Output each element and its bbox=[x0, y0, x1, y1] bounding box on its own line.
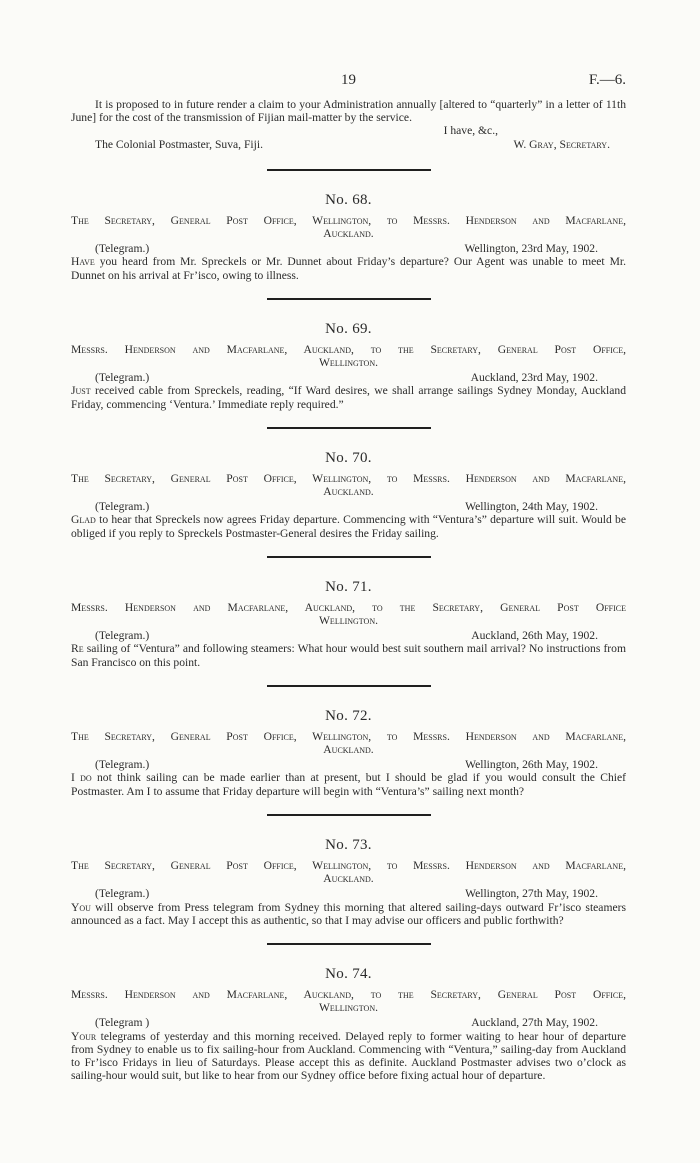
section-rule bbox=[267, 169, 431, 171]
entry-type: (Telegram.) bbox=[95, 758, 150, 772]
entry-dateline bbox=[71, 758, 626, 771]
entry-number: No. 71. bbox=[325, 578, 372, 595]
entry-place-date: Wellington, 24th May, 1902. bbox=[465, 500, 598, 514]
entry-number: No. 70. bbox=[325, 449, 372, 466]
entry-body bbox=[71, 901, 626, 927]
entry-body-text: not think sailing can be made earlier than at present, but I should be glad if you would consult the Chief Postmaster. Am I to assume that Friday departure will begin with “Ventura’s” sailing next month? bbox=[71, 771, 626, 798]
entry-body bbox=[71, 771, 626, 797]
entry-address-place: Wellington. bbox=[318, 356, 379, 370]
entry-place-date: Wellington, 26th May, 1902. bbox=[465, 758, 598, 772]
section-rule bbox=[267, 943, 431, 945]
section-rule bbox=[267, 427, 431, 429]
intro-section bbox=[71, 98, 626, 151]
entry-body-text: received cable from Spreckels, reading, “If Ward desires, we shall arrange sailings Sydney Monday, Auckland Friday, commencing ‘Ventura.’ Immediate reply required.” bbox=[71, 384, 626, 411]
entry-dateline bbox=[71, 1016, 626, 1029]
entry-body-text: sailing of “Ventura” and following steamers: What hour would best suit southern mail arrival? No instructions from San Francisco on this point. bbox=[71, 642, 626, 669]
section-rule bbox=[267, 298, 431, 300]
entry bbox=[71, 814, 626, 927]
entry-type: (Telegram ) bbox=[95, 1016, 150, 1030]
entry-type: (Telegram.) bbox=[95, 887, 150, 901]
entry-dateline bbox=[71, 242, 626, 255]
entry-type: (Telegram.) bbox=[95, 371, 150, 385]
entry-body bbox=[71, 1030, 626, 1083]
addressee: The Colonial Postmaster, Suva, Fiji. bbox=[95, 137, 263, 151]
entry-address: The Secretary, General Post Office, Wellington, to Messrs. Henderson and Macfarlane, bbox=[71, 471, 626, 485]
entries-list bbox=[71, 169, 626, 1083]
intro-paragraph: It is proposed to in future render a claim to your Administration annually [altered to “quarterly” in a letter of 11th June] for the cost of the transmission of Fijian mail-matter by the service. bbox=[71, 98, 626, 125]
entry-address: Messrs. Henderson and Macfarlane, Auckland, to the Secretary, General Post Office bbox=[71, 600, 626, 614]
entry-place-date: Wellington, 27th May, 1902. bbox=[465, 887, 598, 901]
entry-first-word: Just bbox=[71, 384, 91, 398]
entry-first-word: Re bbox=[71, 642, 84, 656]
entry-body-text: will observe from Press telegram from Sydney this morning that altered sailing-days outward Fr’isco steamers announced as a fact. May I accept this as authentic, so that I may advise our officers and public forthwith? bbox=[71, 900, 626, 927]
section-rule bbox=[267, 814, 431, 816]
entry bbox=[71, 943, 626, 1082]
closing-row bbox=[71, 124, 626, 137]
entry-dateline bbox=[71, 629, 626, 642]
entry-body bbox=[71, 513, 626, 539]
entry-first-word: Your bbox=[71, 1029, 97, 1043]
page-header bbox=[71, 74, 626, 98]
entry-address: Messrs. Henderson and Macfarlane, Auckland, to the Secretary, General Post Office, bbox=[71, 987, 626, 1001]
entry bbox=[71, 169, 626, 282]
entry-type: (Telegram.) bbox=[95, 500, 150, 514]
page-number: 19 bbox=[341, 72, 356, 88]
entry-body bbox=[71, 642, 626, 668]
entry-number: No. 68. bbox=[325, 191, 372, 208]
entry-body-text: you heard from Mr. Spreckels or Mr. Dunnet about Friday’s departure? Our Agent was unable to meet Mr. Dunnet on his arrival at Fr’isco, owing to illness. bbox=[71, 255, 626, 282]
section-rule bbox=[267, 685, 431, 687]
section-rule bbox=[267, 556, 431, 558]
entry-body-text: to hear that Spreckels now agrees Friday departure. Commencing with “Ventura’s” departure will suit. Would be obliged if you reply to Spreckels Postmaster-General desires the Friday sailing. bbox=[71, 513, 626, 540]
entry-place-date: Auckland, 23rd May, 1902. bbox=[470, 371, 598, 385]
entry-address-place: Auckland. bbox=[323, 743, 374, 757]
entry-type: (Telegram.) bbox=[95, 242, 150, 256]
closing-text: I have, &c., bbox=[443, 124, 498, 138]
entry-number: No. 69. bbox=[325, 320, 372, 337]
entry-address-place: Auckland. bbox=[323, 872, 374, 886]
entry-body bbox=[71, 255, 626, 281]
signature-row bbox=[71, 138, 626, 151]
entry-first-word: Have bbox=[71, 255, 95, 269]
entry bbox=[71, 427, 626, 540]
entry-number: No. 74. bbox=[325, 965, 372, 982]
entry-first-word: I do bbox=[71, 771, 92, 785]
document-reference: F.—6. bbox=[588, 72, 626, 88]
entry-address: Messrs. Henderson and Macfarlane, Auckland, to the Secretary, General Post Office, bbox=[71, 342, 626, 356]
entry-place-date: Auckland, 27th May, 1902. bbox=[471, 1016, 598, 1030]
entry-place-date: Wellington, 23rd May, 1902. bbox=[464, 242, 598, 256]
entry-number: No. 72. bbox=[325, 707, 372, 724]
entry-address: The Secretary, General Post Office, Wellington, to Messrs. Henderson and Macfarlane, bbox=[71, 213, 626, 227]
document-page bbox=[71, 74, 626, 1082]
entry-address: The Secretary, General Post Office, Wellington, to Messrs. Henderson and Macfarlane, bbox=[71, 858, 626, 872]
entry-address-place: Wellington. bbox=[318, 614, 379, 628]
entry-first-word: Glad bbox=[71, 513, 96, 527]
entry-dateline bbox=[71, 371, 626, 384]
entry bbox=[71, 556, 626, 669]
entry-dateline bbox=[71, 500, 626, 513]
signature: W. Gray, Secretary. bbox=[513, 137, 610, 151]
entry-body-text: telegrams of yesterday and this morning received. Delayed reply to former waiting to hear hour of departure from Sydney to enable us to fix sailing-hour from Auckland. Commencing with “Ventura,” sailing-day from Auckland to Fr’isco Fridays in lieu of Saturdays. Please accept this as definite. Auckland Postmaster advises two o’clock as sailing-hour would suit, but like to hear from our Sydney office before fixing actual hour of departure. bbox=[71, 1029, 626, 1083]
entry-address-place: Wellington. bbox=[318, 1001, 379, 1015]
entry bbox=[71, 298, 626, 411]
entry-body bbox=[71, 384, 626, 410]
entry-address-place: Auckland. bbox=[323, 227, 374, 241]
entry-number: No. 73. bbox=[325, 836, 372, 853]
entry-first-word: You bbox=[71, 900, 91, 914]
entry-address: The Secretary, General Post Office, Wellington, to Messrs. Henderson and Macfarlane, bbox=[71, 729, 626, 743]
entry-type: (Telegram.) bbox=[95, 629, 150, 643]
entry bbox=[71, 685, 626, 798]
entry-address-place: Auckland. bbox=[323, 485, 374, 499]
entry-dateline bbox=[71, 887, 626, 900]
entry-place-date: Auckland, 26th May, 1902. bbox=[471, 629, 598, 643]
